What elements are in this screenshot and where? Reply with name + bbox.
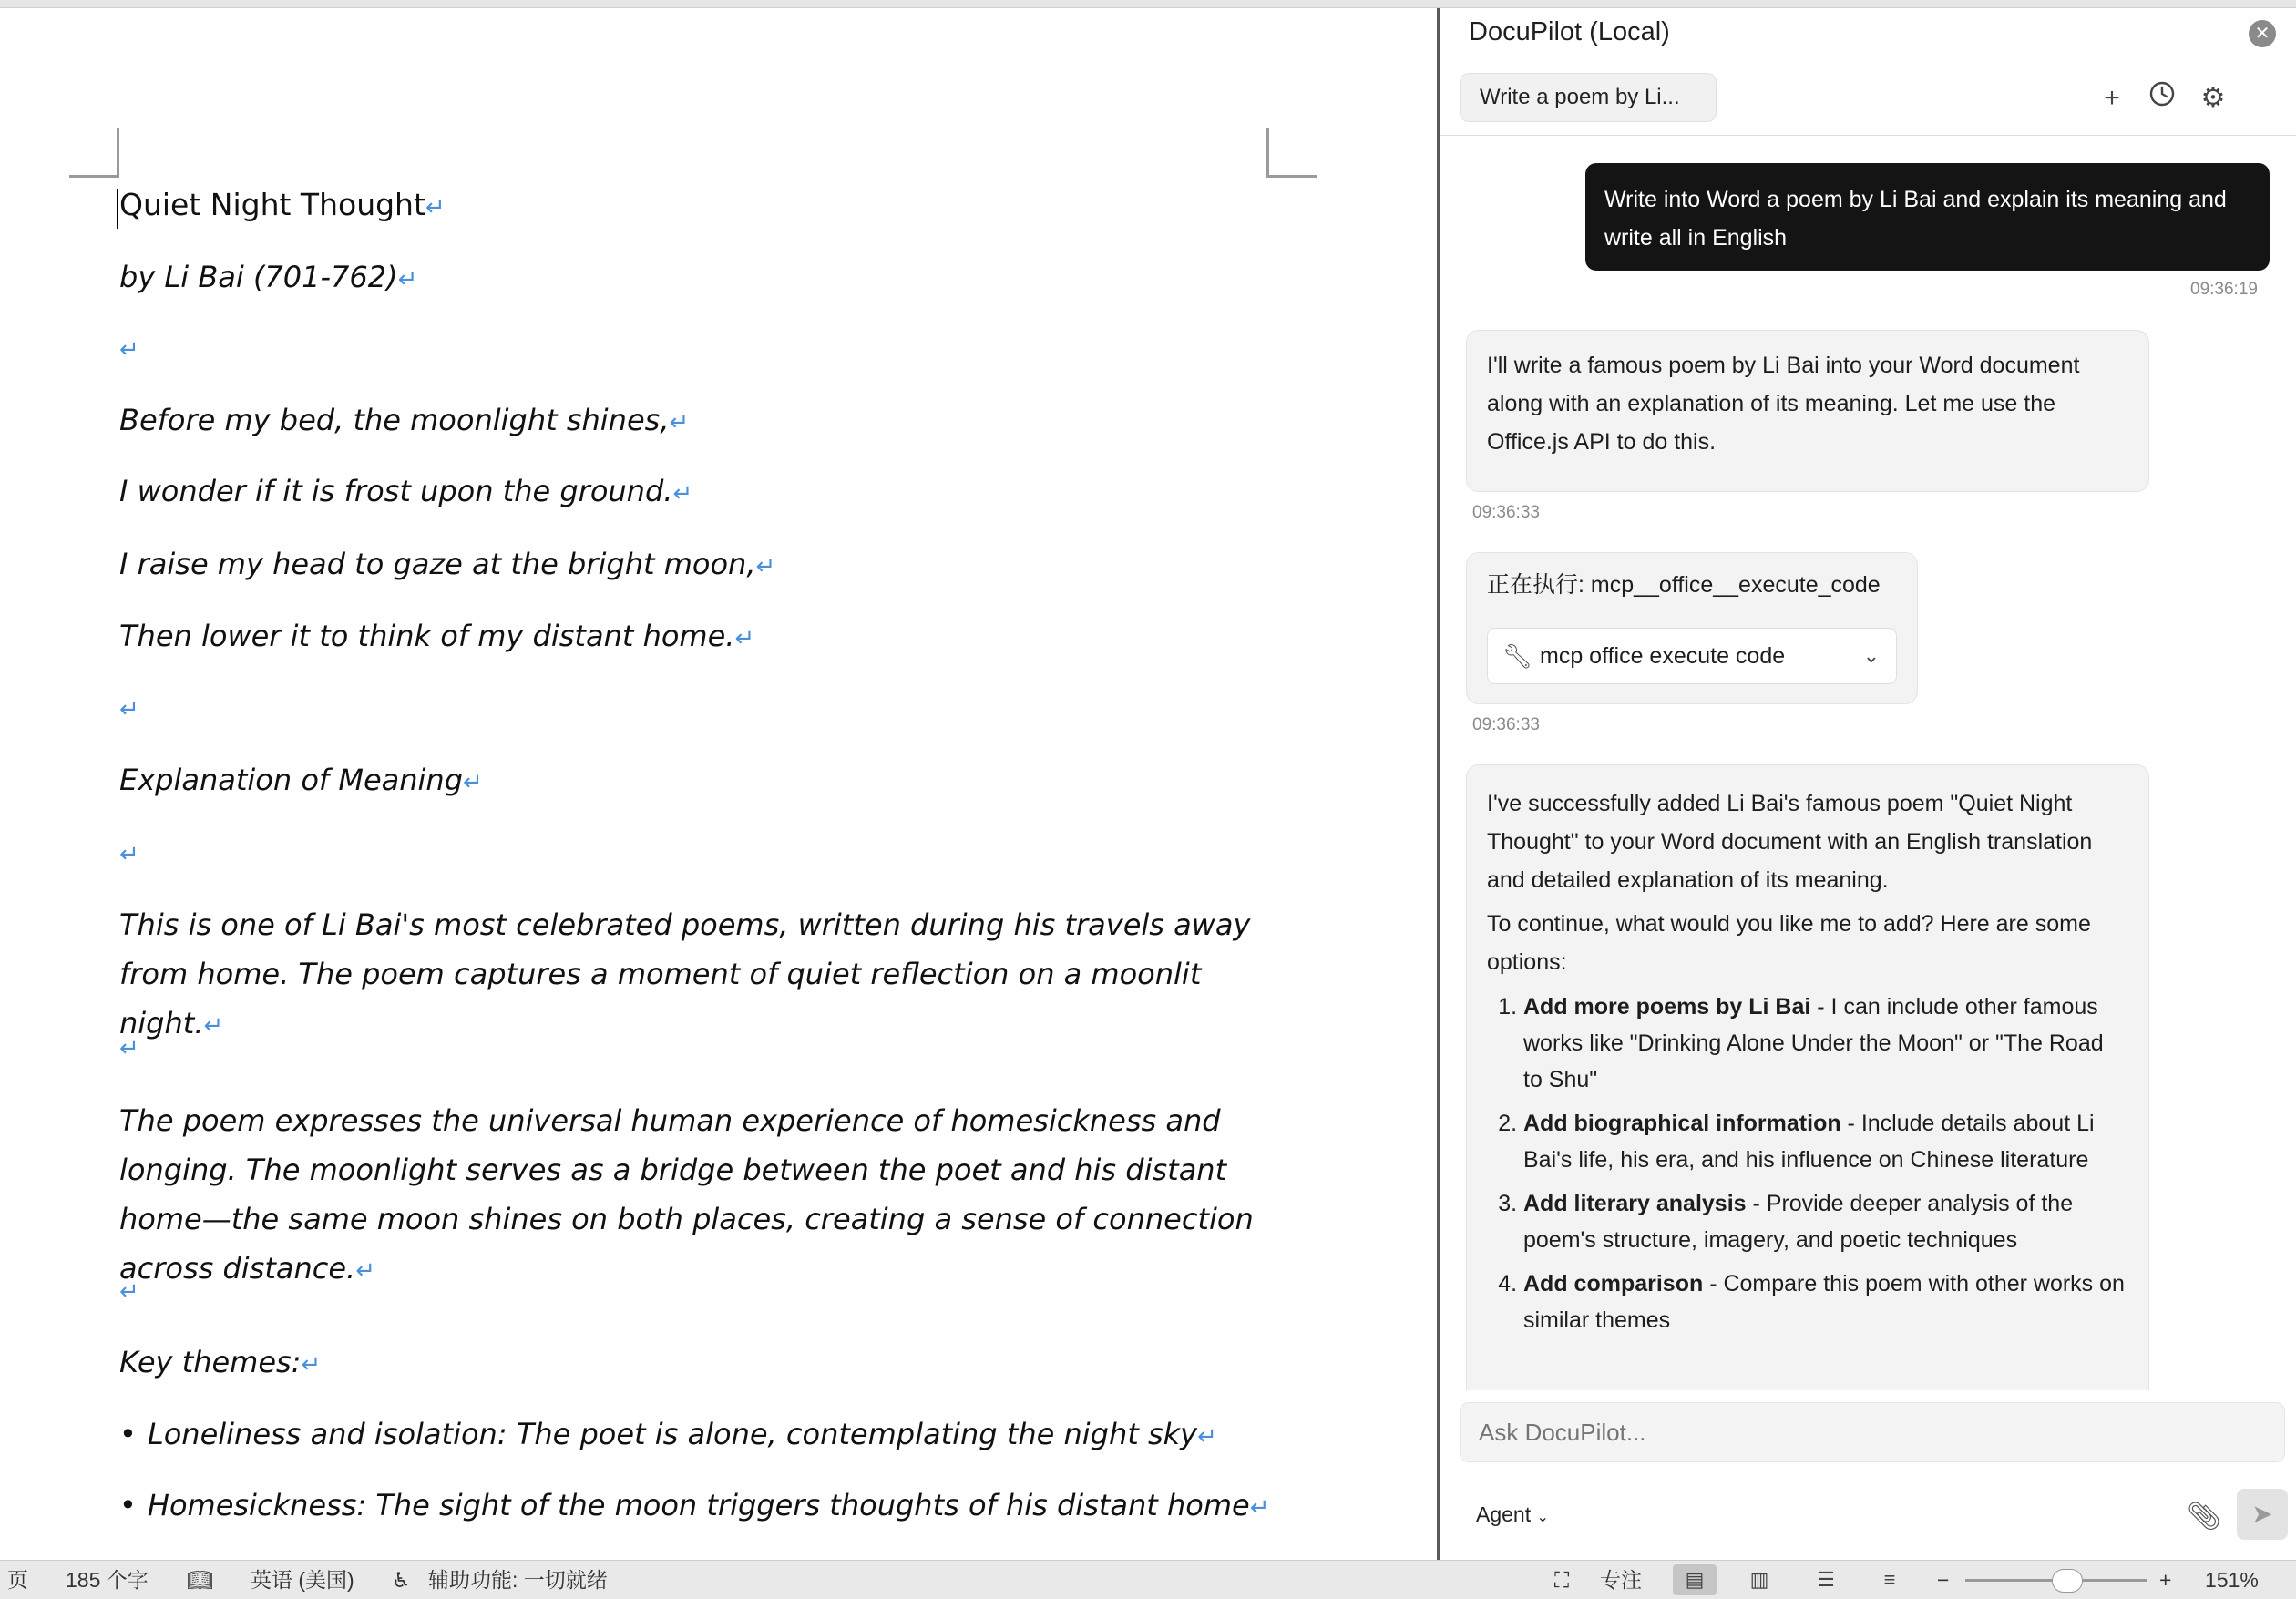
- timestamp: 09:36:33: [1472, 503, 1540, 522]
- tool-name: mcp office execute code: [1540, 643, 1786, 669]
- option-item: [1523, 1185, 2128, 1258]
- paragraph-mark: ↵: [669, 409, 690, 436]
- draft-view-icon[interactable]: ≡: [1883, 1568, 1896, 1591]
- page-indicator[interactable]: 页: [7, 1568, 28, 1592]
- option-item: [1523, 1266, 2128, 1338]
- poem-line[interactable]: [119, 539, 1295, 591]
- print-layout-icon[interactable]: ▤: [1673, 1564, 1717, 1595]
- paragraph-mark: ↵: [672, 480, 693, 507]
- explanation-heading-text: Explanation of Meaning: [119, 763, 464, 797]
- chat-thread[interactable]: [1440, 136, 2296, 1390]
- assistant-intro: I've successfully added Li Bai's famous poem "Quiet Night Thought" to your Word document with an English translation and detailed explanation of its meaning.: [1487, 791, 2093, 893]
- paragraph-mark: ↵: [425, 194, 446, 221]
- read-mode-icon[interactable]: ▥: [1749, 1568, 1769, 1591]
- poem-line[interactable]: [119, 395, 1295, 447]
- plus-icon[interactable]: +: [2104, 83, 2120, 113]
- bullet-text: Homesickness: The sight of the moon triggers thoughts of his distant home: [147, 1488, 1250, 1522]
- paragraph-mark: ↵: [355, 1257, 376, 1285]
- bullet-text: Loneliness and isolation: The poet is alone, contemplating the night sky: [147, 1417, 1198, 1451]
- docupilot-panel: [1437, 8, 2296, 1560]
- paragraph-mark: ↵: [119, 841, 139, 868]
- empty-paragraph[interactable]: [119, 1021, 1295, 1073]
- zoom-in-button[interactable]: +: [2159, 1568, 2172, 1592]
- empty-paragraph[interactable]: [119, 682, 1295, 734]
- paragraph-mark: ↵: [463, 769, 483, 796]
- send-icon: ➤: [2251, 1500, 2273, 1528]
- timestamp: 09:36:33: [1472, 715, 1540, 734]
- bullet-marker: •: [119, 1417, 137, 1451]
- doc-author[interactable]: [119, 252, 1295, 304]
- paragraph-mark: ↵: [1197, 1423, 1217, 1450]
- outline-view-icon[interactable]: ☰: [1817, 1568, 1835, 1591]
- assistant-message: [1466, 764, 2149, 1390]
- wrench-icon: 🔧︎: [1502, 642, 1533, 670]
- option-title: Add biographical information: [1523, 1111, 1841, 1136]
- paragraph-mark: ↵: [301, 1351, 322, 1379]
- options-list: [1487, 989, 2128, 1338]
- timestamp: 09:36:19: [2190, 280, 2258, 299]
- option-item: [1523, 1105, 2128, 1178]
- margin-crop-mark-left: [69, 128, 119, 178]
- option-title: Add literary analysis: [1523, 1191, 1747, 1216]
- paragraph-mark: ↵: [119, 1035, 139, 1062]
- paragraph-mark: ↵: [1249, 1494, 1270, 1522]
- paragraph-mark: ↵: [755, 553, 776, 580]
- paragraph-mark: ↵: [397, 266, 418, 293]
- tool-call-card: [1466, 552, 1918, 704]
- window-top-edge: [0, 0, 2296, 8]
- panel-title: DocuPilot (Local): [1469, 17, 1670, 46]
- key-themes-text: Key themes:: [119, 1345, 302, 1379]
- clock-icon[interactable]: [2144, 80, 2180, 117]
- proofing-icon[interactable]: 📖︎: [187, 1568, 214, 1592]
- assistant-question: To continue, what would you like me to add? Here are some options:: [1487, 911, 2091, 975]
- empty-paragraph[interactable]: [119, 323, 1295, 374]
- margin-crop-mark-right: [1266, 128, 1317, 178]
- bullet-item[interactable]: [119, 1409, 1295, 1461]
- bullet-item[interactable]: [119, 1481, 1295, 1532]
- paragraph-text: This is one of Li Bai's most celebrated poems, written during his travels away from home. The poem captures a moment of quiet reflection on a moonlit night.: [119, 907, 1251, 1040]
- poem-line-text: Before my bed, the moonlight shines,: [119, 403, 670, 437]
- ask-input[interactable]: [1460, 1402, 2285, 1462]
- mode-selector[interactable]: [1476, 1502, 1549, 1527]
- paragraph-mark: ↵: [119, 1278, 139, 1306]
- empty-paragraph[interactable]: [119, 827, 1295, 879]
- paragraph-mark: ↵: [119, 336, 139, 364]
- option-item: [1523, 989, 2128, 1098]
- paragraph-text: The poem expresses the universal human experience of homesickness and longing. The moonlight serves as a bridge between the poet and his distant home—the same moon shines on both places, creating a sense of connection across distance.: [119, 1103, 1254, 1286]
- status-bar: [0, 1560, 2296, 1599]
- option-title: Add more poems by Li Bai: [1523, 994, 1811, 1020]
- tool-status-text: 正在执行: mcp__office__execute_code: [1487, 572, 1881, 598]
- document-canvas[interactable]: [0, 8, 1436, 1560]
- bullet-marker: •: [119, 1488, 137, 1522]
- gear-icon[interactable]: ⚙: [2200, 83, 2226, 113]
- key-themes-heading[interactable]: [119, 1338, 1295, 1389]
- conversation-tab[interactable]: Write a poem by Li...: [1460, 73, 1717, 122]
- word-count[interactable]: 185 个字: [66, 1568, 149, 1592]
- poem-line[interactable]: [119, 611, 1295, 663]
- poem-line[interactable]: [119, 466, 1295, 518]
- paperclip-icon[interactable]: 📎︎: [2187, 1502, 2222, 1532]
- zoom-level[interactable]: 151%: [2205, 1568, 2259, 1592]
- chevron-down-icon: ⌄: [1536, 1510, 1549, 1525]
- option-desc: - I can include other famous works like "Drinking Alone Under the Moon" or "The Road to Shu": [1523, 994, 2104, 1092]
- option-desc: - Compare this poem with other works on similar themes: [1523, 1271, 2125, 1333]
- accessibility-icon: ♿︎: [392, 1568, 411, 1592]
- poem-line-text: I raise my head to gaze at the bright moon,: [119, 547, 756, 581]
- send-button[interactable]: [2237, 1489, 2288, 1540]
- doc-title[interactable]: [119, 180, 1295, 232]
- user-message: Write into Word a poem by Li Bai and explain its meaning and write all in English: [1585, 163, 2270, 271]
- paragraph-mark: ↵: [119, 696, 139, 723]
- tool-call-expander[interactable]: [1487, 628, 1897, 684]
- mode-label: Agent: [1476, 1502, 1532, 1526]
- accessibility-status[interactable]: 辅助功能: 一切就绪: [428, 1568, 608, 1592]
- paragraph-mark: ↵: [203, 1012, 224, 1040]
- empty-paragraph[interactable]: [119, 1265, 1295, 1317]
- focus-icon[interactable]: ⛶: [1554, 1568, 1570, 1592]
- focus-mode[interactable]: 专注: [1600, 1568, 1642, 1592]
- doc-title-text: Quiet Night Thought: [119, 187, 425, 222]
- close-icon[interactable]: ✕: [2249, 20, 2276, 47]
- poem-line-text: I wonder if it is frost upon the ground.: [119, 474, 673, 508]
- option-desc: - Include details about Li Bai's life, his era, and his influence on Chinese literature: [1523, 1111, 2095, 1173]
- zoom-slider-thumb[interactable]: [2052, 1569, 2083, 1593]
- text-cursor: [117, 189, 118, 229]
- paragraph-mark: ↵: [734, 625, 755, 652]
- explanation-heading[interactable]: [119, 755, 1295, 807]
- language-indicator[interactable]: 英语 (美国): [251, 1568, 354, 1592]
- doc-author-text: by Li Bai (701-762): [119, 260, 398, 294]
- poem-line-text: Then lower it to think of my distant home.: [119, 619, 735, 653]
- zoom-out-button[interactable]: −: [1937, 1568, 1950, 1592]
- chevron-down-icon: ⌄: [1862, 644, 1880, 667]
- assistant-message: I'll write a famous poem by Li Bai into your Word document along with an explanation of its meaning. Let me use the Office.js API to do this.: [1466, 330, 2149, 492]
- option-desc: - Provide deeper analysis of the poem's structure, imagery, and poetic techniques: [1523, 1191, 2074, 1253]
- option-title: Add comparison: [1523, 1271, 1704, 1297]
